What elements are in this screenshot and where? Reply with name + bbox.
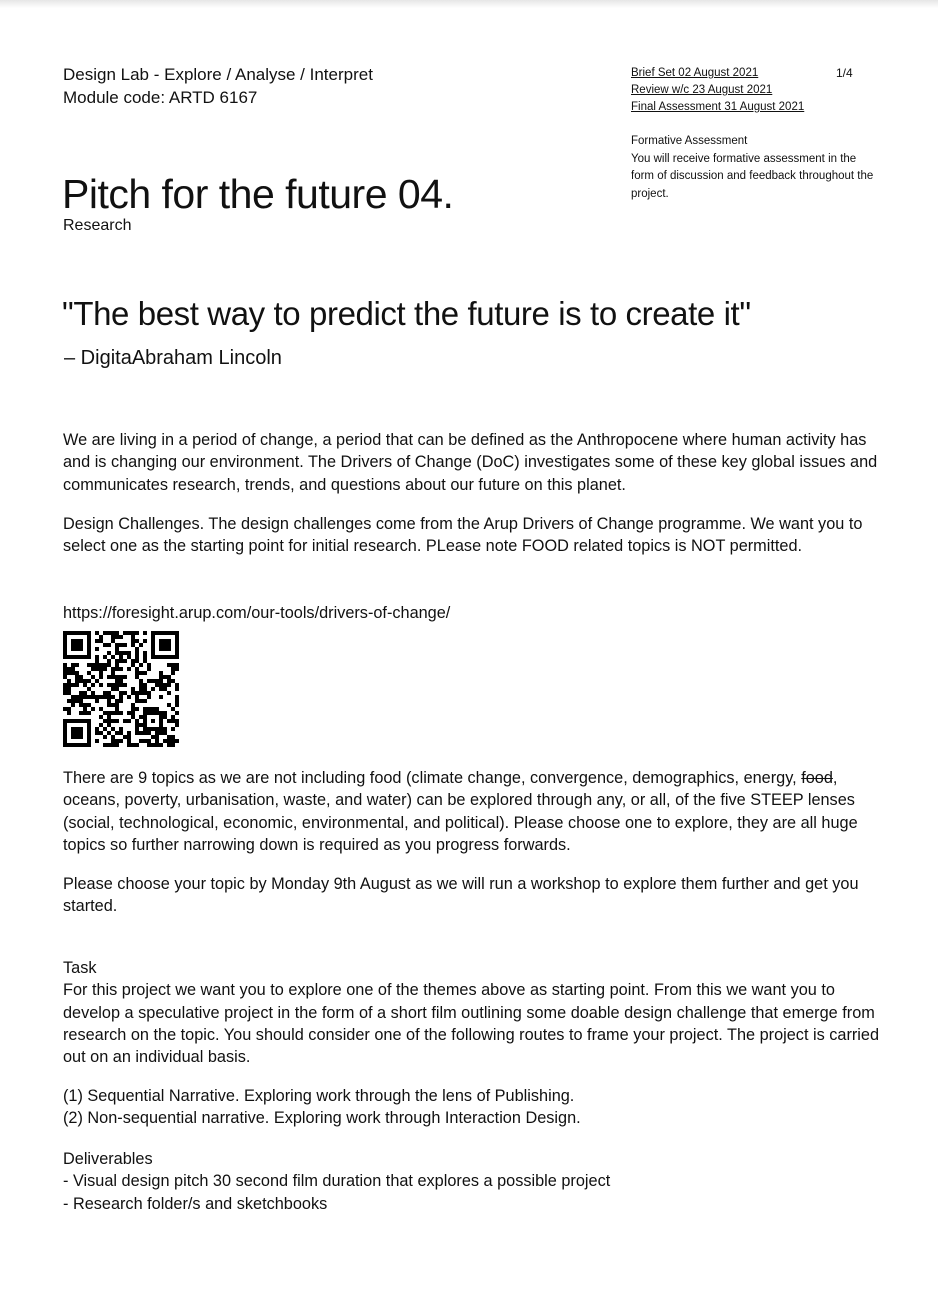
page-title: Pitch for the future 04. bbox=[62, 171, 454, 217]
intro-paragraph: We are living in a period of change, a period that can be defined as the Anthropocene where human activity has and is changing our environment. The Drivers of Change (DoC) investigates some of these key global issues and communicates research, trends, and questions about our future on this planet. bbox=[63, 431, 878, 494]
task-text: For this project we want you to explore one of the themes above as starting point. From this we want you to develop a speculative project in the form of a short film outlining some doable design challenge that emerge from research on the topic. You should consider one of the following routes to frame your project. The project is carried out on an individual basis. bbox=[63, 981, 880, 1067]
drivers-of-change-link[interactable]: https://foresight.arup.com/our-tools/drivers-of-change/ bbox=[63, 604, 451, 622]
deliverable-item: - Research folder/s and sketchbooks bbox=[63, 1194, 328, 1213]
topics-text-after: , oceans, poverty, urbanisation, waste, and water) can be explored through any, or all, of the five STEEP lenses (social, technological, economic, environmental, and political). Please choose one to explore, they are all huge topics so further narrowing down is required as you progress forwards. bbox=[63, 769, 858, 854]
final-assessment-date: Final Assessment 31 August 2021 bbox=[631, 101, 805, 113]
formative-heading: Formative Assessment bbox=[631, 135, 748, 147]
design-challenges-paragraph: Design Challenges. The design challenges come from the Arup Drivers of Change programme. We want you to select one as the starting point for initial research. PLease note FOOD related topics is NOT permitted. bbox=[63, 515, 863, 556]
course-line: Design Lab - Explore / Analyse / Interpret bbox=[63, 65, 373, 84]
formative-assessment bbox=[631, 133, 876, 203]
topics-struck-food: food bbox=[801, 769, 833, 787]
review-date: Review w/c 23 August 2021 bbox=[631, 84, 773, 96]
formative-text: You will receive formative assessment in the form of discussion and feedback throughout the project. bbox=[631, 152, 874, 200]
page-subtitle: Research bbox=[63, 217, 132, 234]
route-item: (2) Non-sequential narrative. Exploring work through Interaction Design. bbox=[63, 1109, 581, 1128]
deliverables-section bbox=[63, 1148, 883, 1215]
topics-text-before: There are 9 topics as we are not including food (climate change, convergence, demographics, energy, bbox=[63, 769, 802, 787]
qr-code-icon bbox=[63, 631, 179, 747]
page-number: 1/4 bbox=[836, 66, 853, 80]
deliverables-heading: Deliverables bbox=[63, 1150, 153, 1168]
choose-topic-paragraph: Please choose your topic by Monday 9th August as we will run a workshop to explore them further and get you started. bbox=[63, 875, 859, 916]
key-dates bbox=[631, 65, 804, 116]
brief-set-date: Brief Set 02 August 2021 bbox=[631, 67, 759, 79]
quote-attribution: – DigitaAbraham Lincoln bbox=[64, 347, 282, 369]
routes-list bbox=[63, 1085, 883, 1130]
topics-paragraph bbox=[63, 767, 883, 856]
task-section bbox=[63, 957, 883, 1068]
quote: "The best way to predict the future is to create it" bbox=[62, 295, 751, 332]
task-heading: Task bbox=[63, 959, 97, 977]
module-code: Module code: ARTD 6167 bbox=[63, 88, 258, 107]
page-top-shadow bbox=[0, 0, 938, 8]
deliverable-item: - Visual design pitch 30 second film duration that explores a possible project bbox=[63, 1172, 611, 1191]
route-item: (1) Sequential Narrative. Exploring work through the lens of Publishing. bbox=[63, 1087, 575, 1105]
course-header bbox=[63, 63, 373, 109]
